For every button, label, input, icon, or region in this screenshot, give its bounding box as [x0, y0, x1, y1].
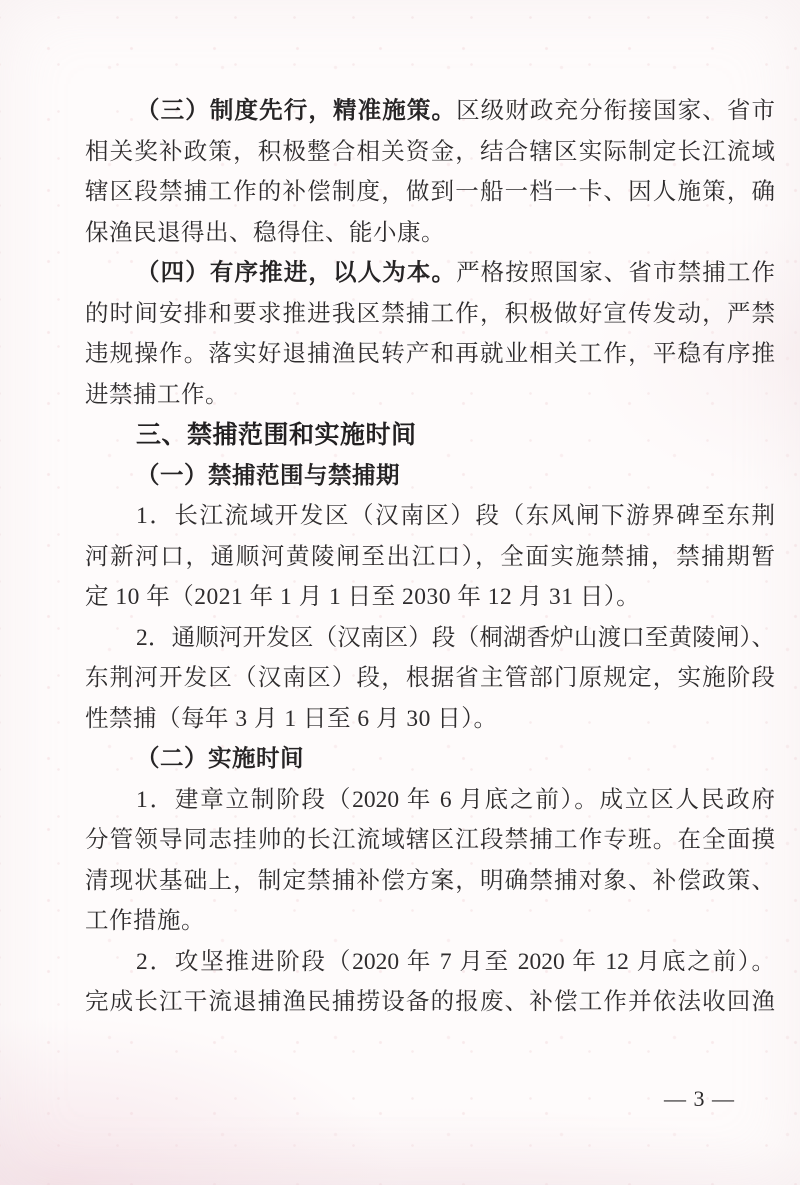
paragraph-text: 清现状基础上，制定禁捕补偿方案，明确禁捕对象、补偿政策、 [85, 867, 775, 894]
text-line [85, 132, 775, 173]
paragraph-text: 保渔民退得出、稳得住、能小康。 [85, 219, 445, 246]
section-heading [85, 415, 775, 456]
paragraph-text: 性禁捕（每年 3 月 1 日至 6 月 30 日）。 [85, 705, 498, 732]
paragraph-text: 严格按照国家、省市禁捕工作 [456, 260, 776, 286]
sub-heading [85, 456, 775, 497]
paragraph-lead: （四）有序推进，以人为本。 [136, 260, 457, 286]
text-line [85, 780, 775, 821]
text-line [85, 294, 775, 335]
text-line [85, 172, 775, 213]
text-line [85, 618, 775, 659]
page-number: — 3 — [664, 1086, 735, 1111]
text-line [85, 901, 775, 942]
text-line [85, 334, 775, 375]
paragraph-text: 辖区段禁捕工作的补偿制度，做到一船一档一卡、因人施策，确 [85, 179, 775, 205]
text-line [85, 699, 775, 740]
paragraph-text: 1．建章立制阶段（2020 年 6 月底之前）。成立区人民政府 [136, 786, 775, 813]
paragraph-text: 完成长江干流退捕渔民捕捞设备的报废、补偿工作并依法收回渔 [85, 989, 775, 1015]
text-line [85, 942, 775, 983]
text-line [85, 982, 775, 1023]
text-line [85, 820, 775, 861]
paragraph-text: 工作措施。 [85, 908, 205, 934]
text-line [85, 577, 775, 618]
section-heading-text: 三、禁捕范围和实施时间 [136, 421, 417, 449]
text-line [85, 658, 775, 699]
sub-heading-text: （一）禁捕范围与禁捕期 [136, 462, 400, 489]
paragraph-text: 东荆河开发区（汉南区）段，根据省主管部门原规定，实施阶段 [85, 665, 775, 691]
paragraph-text: 定 10 年（2021 年 1 月 1 日至 2030 年 12 月 31 日）。 [85, 584, 641, 610]
paragraph-text: 的时间安排和要求推进我区禁捕工作，积极做好宣传发动，严禁 [85, 300, 775, 327]
paragraph-text: 违规操作。落实好退捕渔民转产和再就业相关工作，平稳有序推 [85, 341, 775, 367]
sub-heading-text: （二）实施时间 [136, 746, 304, 772]
paragraph-text: 2．通顺河开发区（汉南区）段（桐湖香炉山渡口至黄陵闸）、 [136, 624, 775, 651]
paragraph-text: 相关奖补政策，积极整合相关资金，结合辖区实际制定长江流域 [85, 138, 775, 165]
text-line [85, 861, 775, 902]
text-line [85, 213, 775, 254]
paragraph-text: 2．攻坚推进阶段（2020 年 7 月至 2020 年 12 月底之前）。 [136, 948, 775, 975]
document-body [85, 91, 775, 1023]
paragraph-lead: （三）制度先行，精准施策。 [136, 98, 457, 124]
text-line [85, 496, 775, 537]
paragraph-text: 区级财政充分衔接国家、省市 [456, 98, 776, 124]
paragraph-text: 河新河口，通顺河黄陵闸至出江口），全面实施禁捕，禁捕期暂 [85, 543, 775, 570]
paragraph-text: 分管领导同志挂帅的长江流域辖区江段禁捕工作专班。在全面摸 [85, 827, 775, 853]
text-line [85, 537, 775, 578]
text-line [85, 253, 775, 294]
sub-heading [85, 739, 775, 780]
paragraph-text: 进禁捕工作。 [85, 381, 229, 408]
text-line [85, 91, 775, 132]
text-line [85, 375, 775, 416]
paragraph-text: 1．长江流域开发区（汉南区）段（东风闸下游界碑至东荆 [136, 503, 775, 529]
